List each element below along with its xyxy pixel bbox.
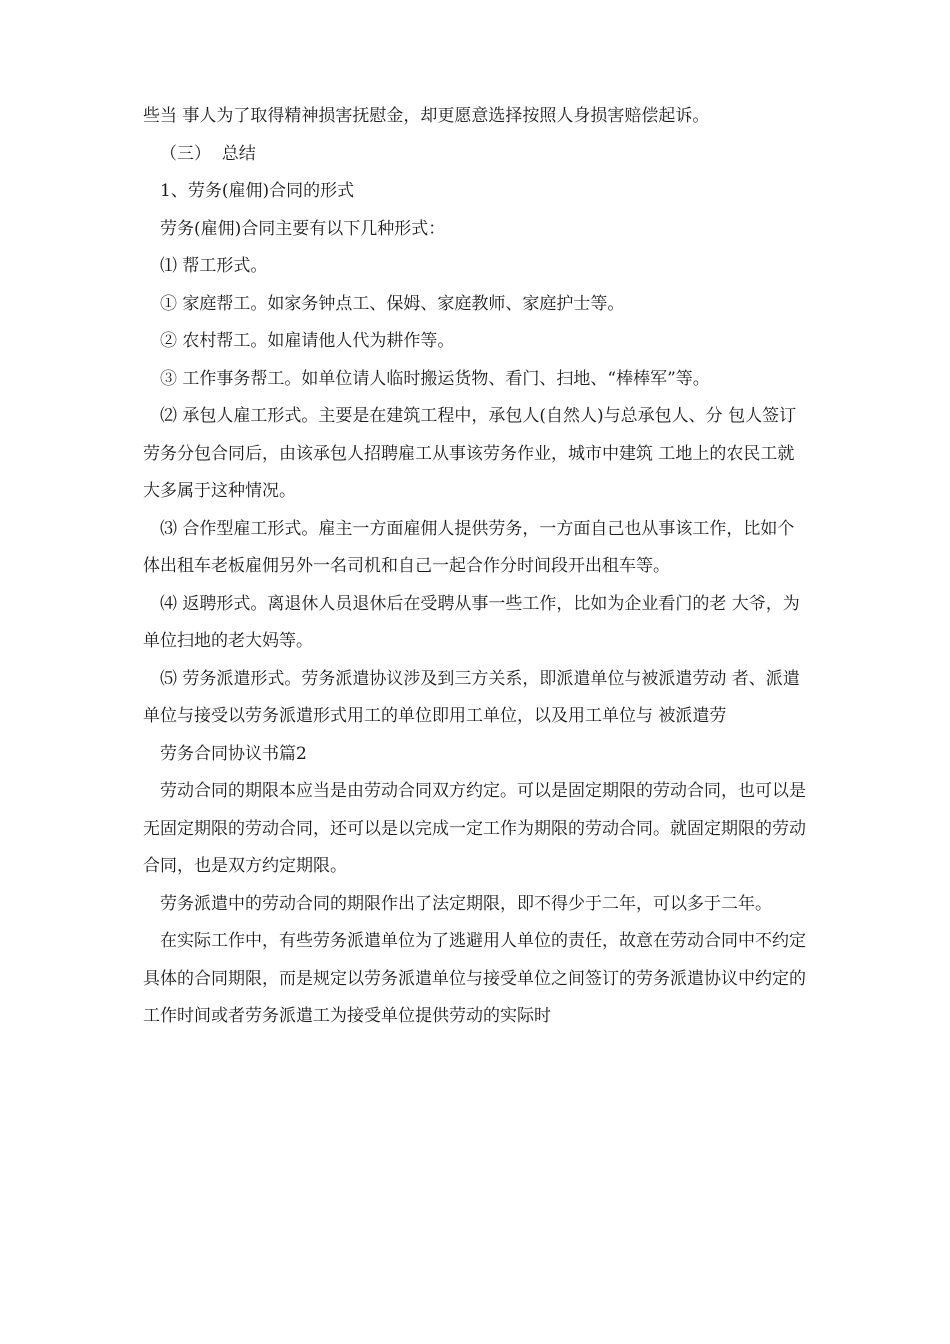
list-item: ③ 工作事务帮工。如单位请人临时搬运货物、看门、扫地、“棒棒军”等。	[160, 368, 710, 389]
list-item: ⑴ 帮工形式。	[160, 256, 268, 276]
paragraph: 劳务派遣中的劳动合同的期限作出了法定期限，即不得少于二年，可以多于二年。	[160, 893, 772, 914]
list-item: ⑵ 承包人雇工形式。主要是在建筑工程中，承包人(自然人)与总承包人、分 包人签订劳务分包合同后，由该承包人招聘雇工从事该劳务作业，城市中建筑 工地上的农民工就大多属于这种情况。	[143, 406, 797, 501]
paragraph: 在实际工作中，有些劳务派遣单位为了逃避用人单位的责任，故意在劳动合同中不约定具体的合同期限，而是规定以劳务派遣单位与接受单位之间签订的劳务派遣协议中约定的工作时间或者劳务派遣工为接受单位提供劳动的实际时	[143, 931, 806, 1026]
list-item: ① 家庭帮工。如家务钟点工、保姆、家庭教师、家庭护士等。	[160, 293, 625, 314]
paragraph: 劳务(雇佣)合同主要有以下几种形式：	[160, 218, 446, 239]
paragraph: 些当 事人为了取得精神损害抚慰金，却更愿意选择按照人身损害赔偿起诉。	[143, 106, 710, 126]
list-item: ⑶ 合作型雇工形式。雇主一方面雇佣人提供劳务，一方面自己也从事该工作，比如个体出租车老板雇佣另外一名司机和自己一起合作分时间段开出租车等。	[143, 518, 795, 576]
list-item: ② 农村帮工。如雇请他人代为耕作等。	[160, 331, 455, 351]
document-body	[143, 98, 808, 1036]
list-item: ⑸ 劳务派遣形式。劳务派遣协议涉及到三方关系，即派遣单位与被派遣劳动 者、派遣单位与接受以劳务派遣形式用工的单位即用工单位，以及用工单位与 被派遣劳	[143, 668, 800, 726]
section-heading: （三） 总结	[160, 143, 256, 164]
paragraph: 劳动合同的期限本应当是由劳动合同双方约定。可以是固定期限的劳动合同，也可以是无固定期限的劳动合同，还可以是以完成一定工作为期限的劳动合同。就固定期限的劳动合同，也是双方约定期限。	[143, 781, 806, 876]
list-item: ⑷ 返聘形式。离退休人员退休后在受聘从事一些工作，比如为企业看门的老 大爷，为单位扫地的老大妈等。	[143, 593, 800, 651]
subsection-heading: 1、劳务(雇佣)合同的形式	[160, 181, 355, 201]
article-title: 劳务合同协议书篇2	[160, 743, 307, 764]
